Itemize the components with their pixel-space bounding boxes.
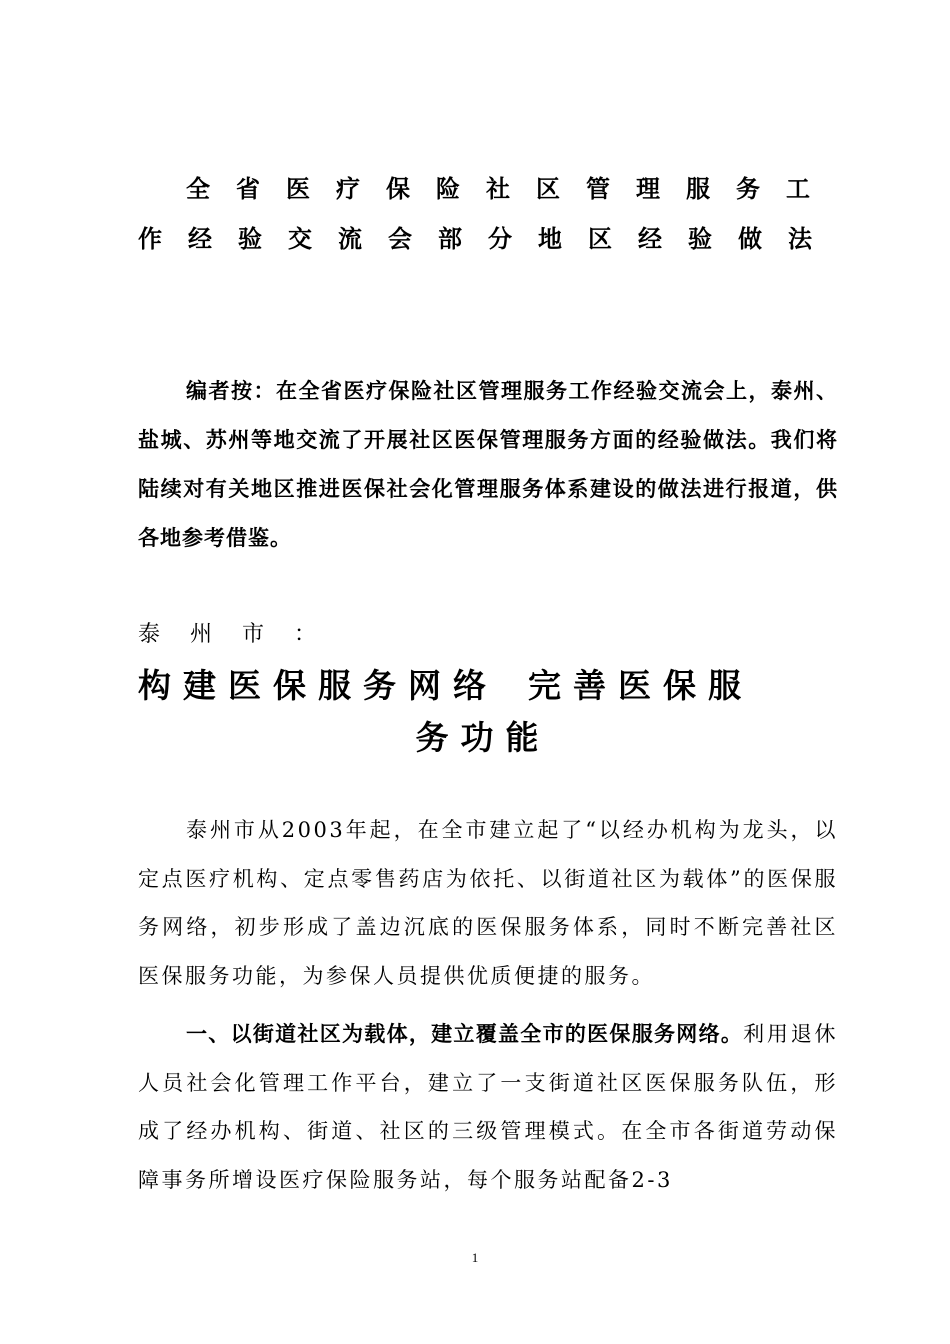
- body-paragraph-1: 泰州市从2003年起，在全市建立起了“以经办机构为龙头，以定点医疗机构、定点零售药店为依托、以街道社区为载体”的医保服务网络，初步形成了盖边沉底的医保服务体系，同时不断完善社区医保服务功能，为参保人员提供优质便捷的服务。: [138, 818, 838, 988]
- editor-note: 编者按：在全省医疗保险社区管理服务工作经验交流会上，泰州、盐城、苏州等地交流了开展社区医保管理服务方面的经验做法。我们将陆续对有关地区推进医保社会化管理服务体系建设的做法进行报道，供各地参考借鉴。: [138, 378, 838, 550]
- section-subtitle-line-2: 务功能: [415, 718, 551, 757]
- city-label: 泰州市：: [138, 622, 347, 647]
- document-title-line-1: 全省医疗保险社区管理服务工: [186, 175, 836, 203]
- subtitle-part-2: 完善医保服: [528, 666, 753, 705]
- section-subtitle-line-1: [138, 664, 828, 708]
- page-number: 1: [471, 1250, 479, 1265]
- paragraph-2-text: 利用退休人员社会化管理工作平台，建立了一支街道社区医保服务队伍，形成了经办机构、街道、社区的三级管理模式。在全市各街道劳动保障事务所增设医疗保险服务站，每个服务站配备2-3: [138, 1022, 838, 1192]
- paragraph-2-lead: 一、以街道社区为载体，建立覆盖全市的医保服务网络。: [186, 1022, 744, 1046]
- document-title-line-2: 作经验交流会部分地区经验做法: [138, 225, 838, 253]
- body-paragraph-2: [138, 1010, 838, 1204]
- subtitle-part-1: 构建医保服务网络: [138, 666, 498, 705]
